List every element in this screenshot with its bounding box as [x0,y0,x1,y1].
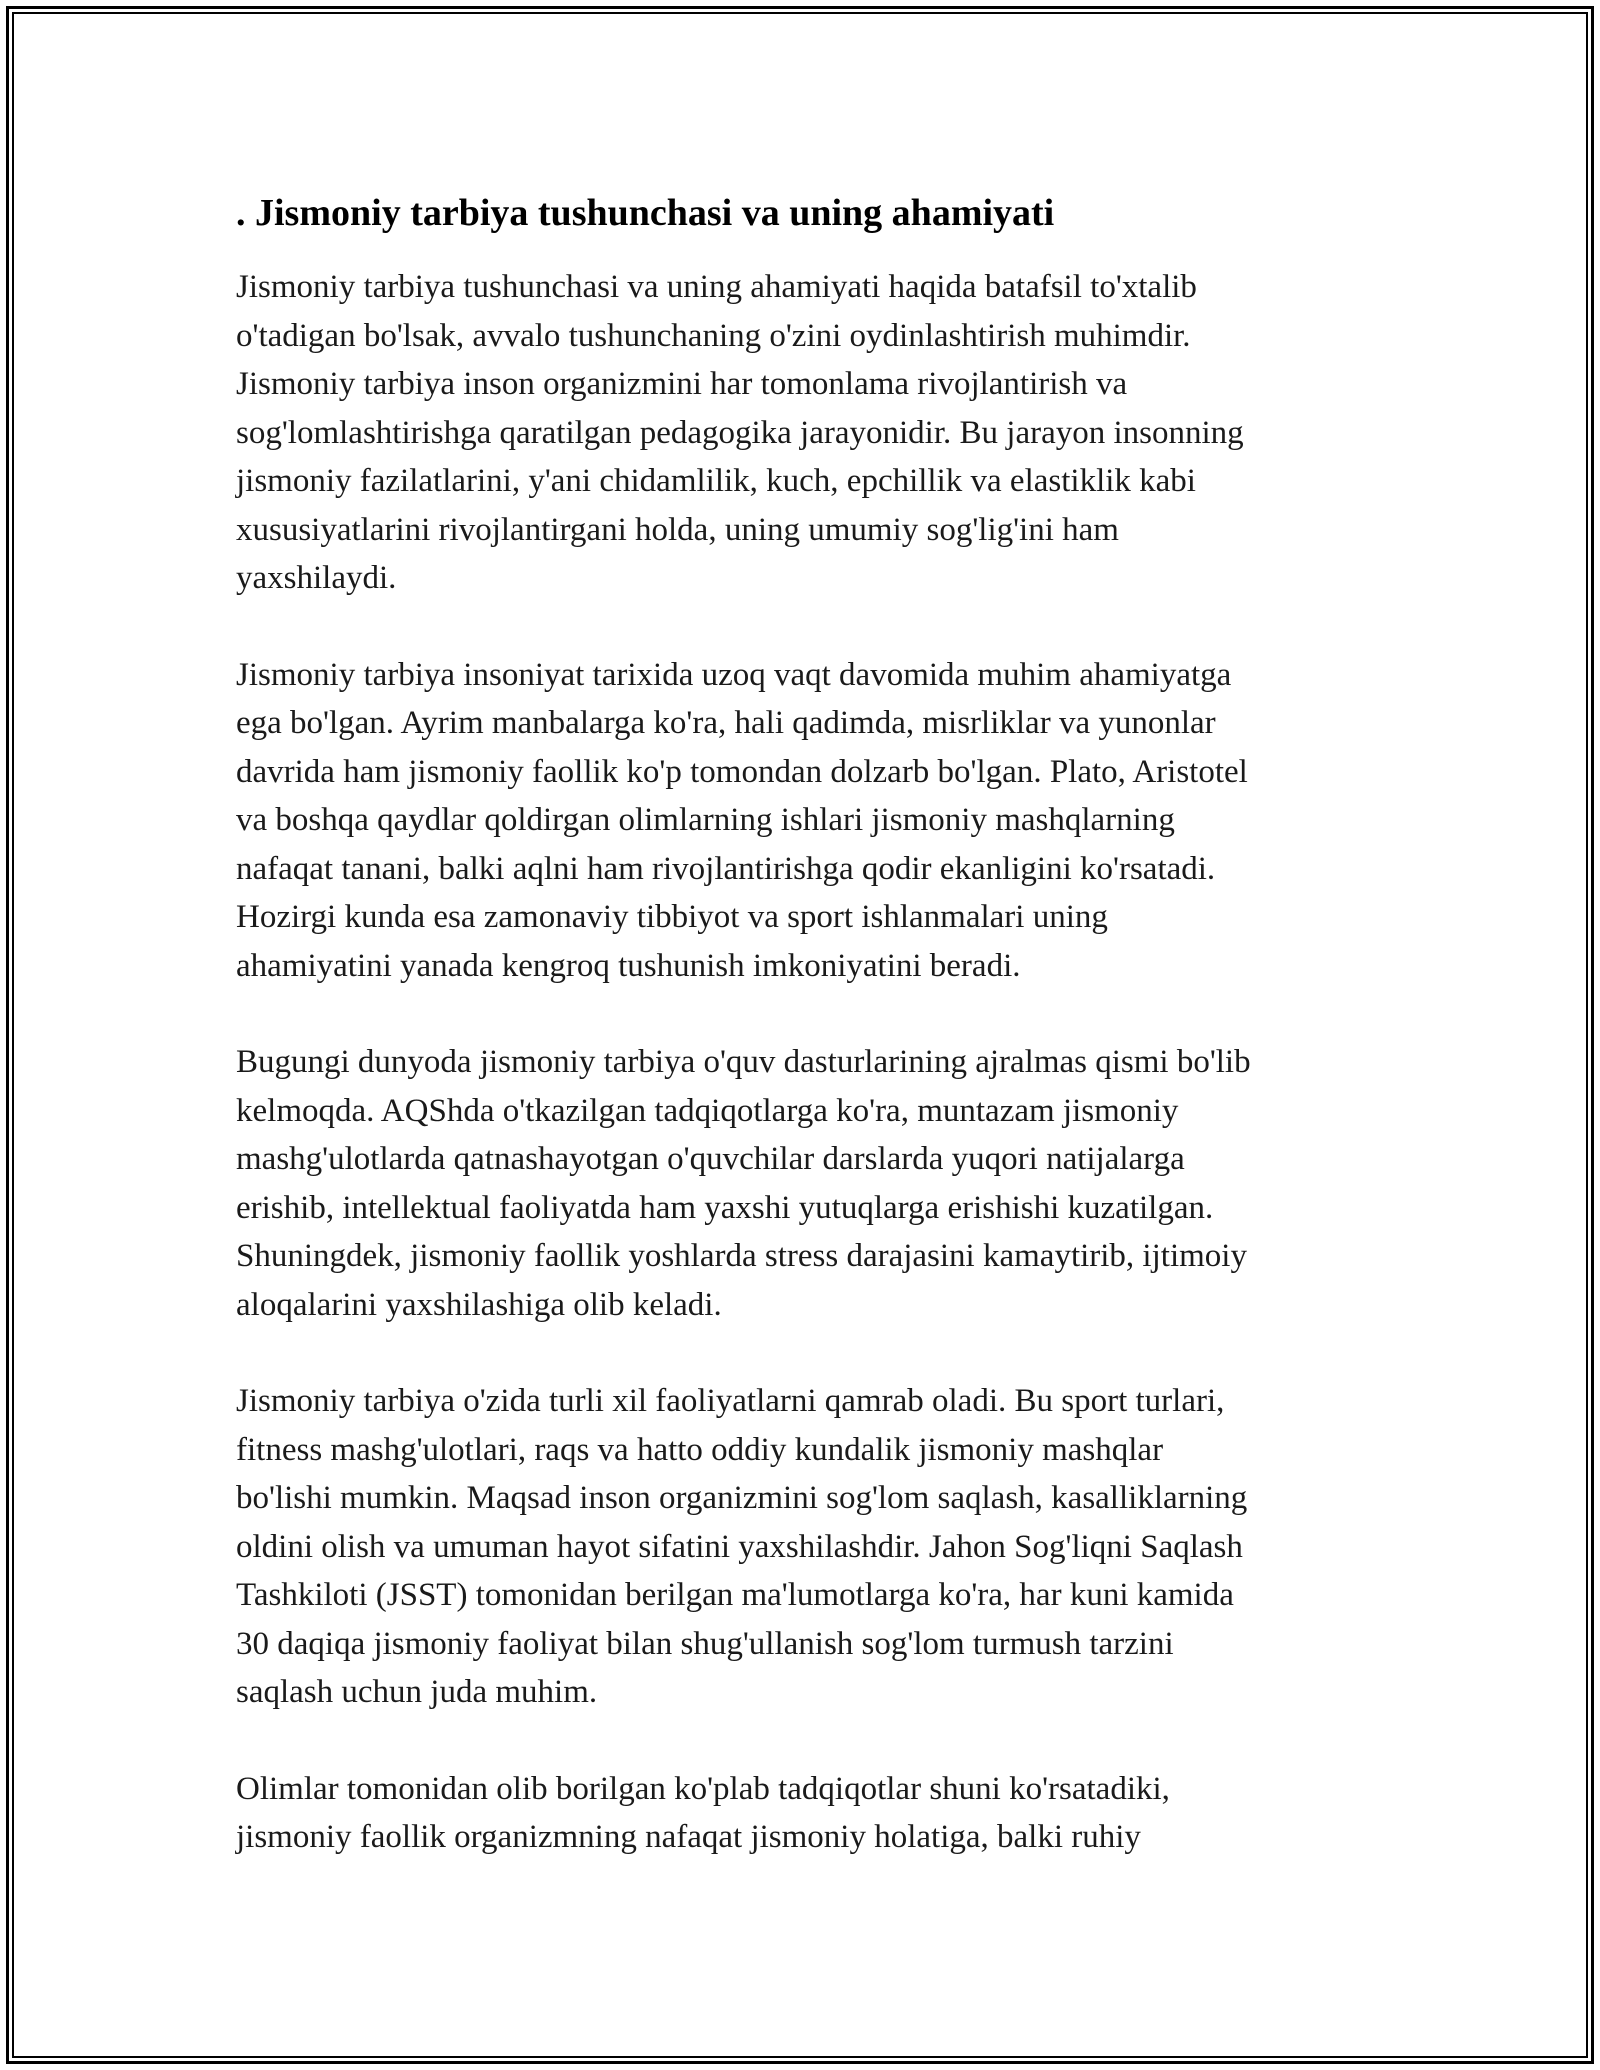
text-line: Jismoniy tarbiya o'zida turli xil faoliyatlarni qamrab oladi. Bu sport turlari, [236,1383,1225,1419]
document-title: . Jismoniy tarbiya tushunchasi va uning ahamiyati [236,192,1055,234]
text-line: ahamiyatini yanada kengroq tushunish imkoniyatini beradi. [236,947,1021,984]
text-line: oldini olish va umuman hayot sifatini yaxshilashdir. Jahon Sog'liqni Saqlash [236,1528,1243,1565]
paragraph-3 [236,1038,1386,1329]
text-line: jismoniy faollik organizmning nafaqat jismoniy holatiga, balki ruhiy [236,1819,1141,1855]
text-line: xususiyatlarini rivojlantirgani holda, uning umumiy sog'lig'ini ham [236,511,1119,548]
text-line: Shuningdek, jismoniy faollik yoshlarda stress darajasini kamaytirib, ijtimoiy [236,1238,1247,1274]
paragraph-1 [236,263,1386,603]
text-line: Hozirgi kunda esa zamonaviy tibbiyot va sport ishlanmalari uning [236,899,1108,935]
text-line: o'tadigan bo'lsak, avvalo tushunchaning o'zini oydinlashtirish muhimdir. [236,317,1191,354]
text-line: yaxshilaydi. [236,560,397,596]
text-line: Olimlar tomonidan olib borilgan ko'plab tadqiqotlar shuni ko'rsatadiki, [236,1770,1170,1807]
text-line: nafaqat tanani, balki aqlni ham rivojlantirishga qodir ekanligini ko'rsatadi. [236,850,1216,887]
text-line: Jismoniy tarbiya tushunchasi va uning ahamiyati haqida batafsil to'xtalib [236,269,1197,305]
text-line: Bugungi dunyoda jismoniy tarbiya o'quv dasturlarining ajralmas qismi bo'lib [236,1044,1251,1080]
text-line: Jismoniy tarbiya inson organizmini har tomonlama rivojlantirish va [236,366,1128,402]
text-line: sog'lomlashtirishga qaratilgan pedagogika jarayonidir. Bu jarayon insonning [236,414,1244,451]
text-line: saqlash uchun juda muhim. [236,1674,598,1710]
text-line: 30 daqiqa jismoniy faoliyat bilan shug'ullanish sog'lom turmush tarzini [236,1625,1174,1662]
text-line: va boshqa qaydlar qoldirgan olimlarning ishlari jismoniy mashqlarning [236,802,1175,838]
text-line: Jismoniy tarbiya insoniyat tarixida uzoq vaqt davomida muhim ahamiyatga [236,656,1232,693]
text-line: erishib, intellektual faoliyatda ham yaxshi yutuqlarga erishishi kuzatilgan. [236,1189,1214,1226]
text-line: fitness mashg'ulotlari, raqs va hatto oddiy kundalik jismoniy mashqlar [236,1431,1164,1468]
text-line: mashg'ulotlarda qatnashayotgan o'quvchilar darslarda yuqori natijalarga [236,1141,1185,1177]
text-line: kelmoqda. AQShda o'tkazilgan tadqiqotlarga ko'ra, muntazam jismoniy [236,1092,1179,1129]
paragraph-2 [236,651,1386,991]
text-line: davrida ham jismoniy faollik ko'p tomondan dolzarb bo'lgan. Plato, Aristotel [236,753,1248,790]
document-body [236,183,1386,1910]
text-line: jismoniy fazilatlarini, y'ani chidamlilik, kuch, epchillik va elastiklik kabi [236,463,1196,499]
text-line: ega bo'lgan. Ayrim manbalarga ko'ra, hali qadimda, misrliklar va yunonlar [236,705,1216,741]
text-line: Tashkiloti (JSST) tomonidan berilgan ma'lumotlarga ko'ra, har kuni kamida [236,1577,1234,1613]
text-line: bo'lishi mumkin. Maqsad inson organizmini sog'lom saqlash, kasalliklarning [236,1480,1248,1516]
paragraph-5 [236,1765,1386,1862]
paragraph-4 [236,1377,1386,1717]
text-line: aloqalarini yaxshilashiga olib keladi. [236,1286,722,1323]
